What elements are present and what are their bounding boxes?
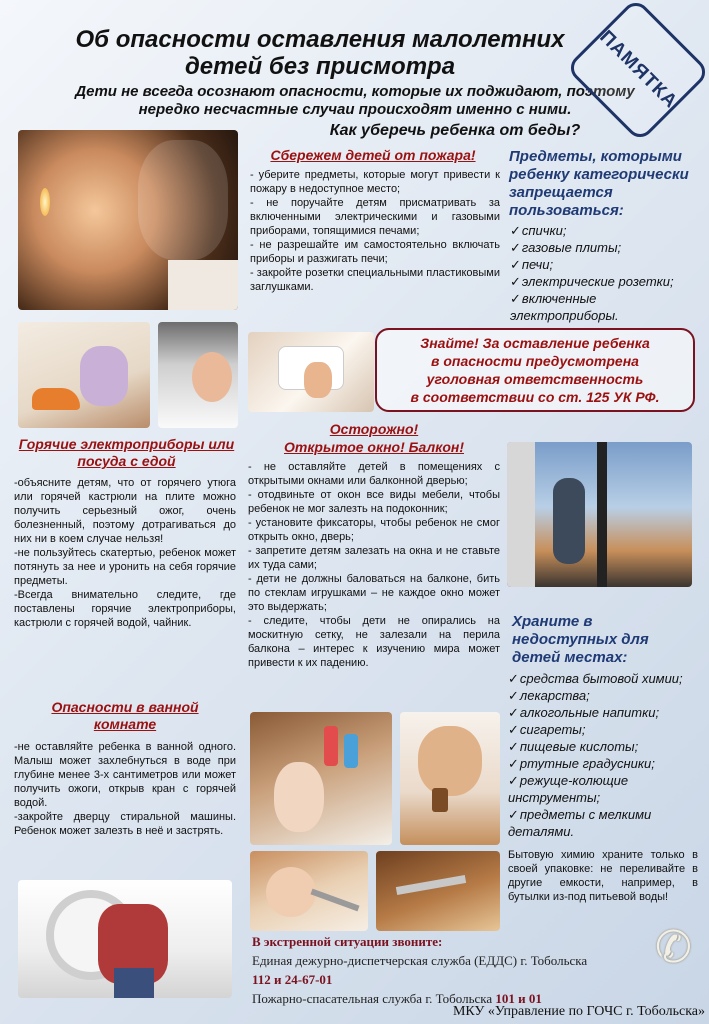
- fire-text: - уберите предметы, которые могут привести к пожару в недоступное место; - не поручайте детям присматривать за включенными электрическими и газовыми приборами, топящимися печами; - не разрешайте им самостоятельно включать приборы и разжигать печи; - закройте розетки специальными пластиковыми заглушками.: [250, 169, 500, 293]
- list-item: ✓ предметы с мелкими деталями.: [508, 806, 704, 840]
- list-item: ✓ спички;: [510, 222, 700, 239]
- emergency-phone-1: 112 и 24-67-01: [252, 972, 333, 987]
- list-item: ✓ печи;: [510, 256, 700, 273]
- photo-baby-knife: [250, 851, 368, 931]
- forbidden-title: Предметы, которыми ребенку категорически запрещается пользоваться:: [509, 148, 689, 219]
- balcony-text: - не оставляйте детей в помещениях с открытыми окнами или балконной дверью; - отодвиньте от окон все виды мебели, чтобы ребенок не мог залезть на подоконник; - установите фиксаторы, чтобы ребенок не смог открыть окно, дверь; - запретите детям залезать на окна и не ставьте их туда сами; - дети не должны баловаться на балконе, бить по стеклам игрушками – не каждое окно может это выдержать; - следите, чтобы дети не опирались на москитную сетку, не залезали на перила балкона – интерес к изучению мира может привести к их падению.: [248, 461, 500, 669]
- list-item: ✓ ртутные градусники;: [508, 755, 704, 772]
- bath-title: Опасности в ванной комнате: [51, 699, 199, 732]
- list-item: ✓ режуще-колющие инструменты;: [508, 772, 704, 806]
- photo-iron-outlet: [18, 322, 150, 428]
- forbidden-list: [510, 222, 700, 324]
- list-item: ✓ пищевые кислоты;: [508, 738, 704, 755]
- emergency-phone-2: 101 и 01: [495, 991, 542, 1006]
- photo-child-pills: [400, 712, 500, 845]
- list-item: ✓ средства бытовой химии;: [508, 670, 704, 687]
- hot-text: -объясните детям, что от горячего утюга или горячей кастрюли на плите можно получить серьезный ожог, очень болезненный, поэтому дотрагиваться до них ни в коем случае нельзя! -не пользуйтесь скатертью, ребенок может потянуть за нее и уронить на себя горячие предметы. -Всегда внимательно следите, где поставлены горячие электроприборы, кастрюли с горячей водой, чайник.: [14, 477, 236, 629]
- warning-box: [375, 328, 695, 412]
- warning-line: Знайте! За оставление ребенка: [420, 335, 650, 351]
- list-item: ✓ лекарства;: [508, 687, 704, 704]
- storage-title: Храните в недоступных для детей местах:: [512, 613, 649, 666]
- balcony-title-1: Осторожно!: [329, 421, 419, 437]
- page-title: Об опасности оставления малолетних детей без присмотра: [75, 26, 565, 80]
- list-item: ✓ алкогольные напитки;: [508, 704, 704, 721]
- photo-child-stove: [158, 322, 238, 428]
- list-item: ✓ электрические розетки;: [510, 273, 700, 290]
- emergency-service-1: Единая дежурно-диспетчерская служба (ЕДДС) г. Тобольска: [252, 953, 588, 968]
- emergency-service-2: Пожарно-спасательная служба г. Тобольска: [252, 991, 493, 1006]
- warning-line: в опасности предусмотрена: [431, 353, 639, 369]
- stamp-label: ПАМЯТКА: [595, 26, 682, 113]
- emergency-heading: В экстренной ситуации звоните:: [252, 934, 443, 949]
- photo-socket-plug: [248, 332, 374, 412]
- candle-flame-icon: [40, 188, 50, 216]
- question-heading: Как уберечь ребенка от беды?: [329, 122, 581, 139]
- photo-knife-board: [376, 851, 500, 931]
- bath-text: -не оставляйте ребенка в ванной одного. Малыш может захлебнуться в воде при глубине менее 3-х сантиметров или может получить ожоги, открыв кран с горячей водой. -закройте дверцу стиральной машины. Ребенок может залезть в неё и застрять.: [14, 741, 236, 837]
- hot-title: Горячие электроприборы или посуда с едой: [18, 436, 235, 469]
- fire-title: Сбережем детей от пожара!: [270, 147, 476, 163]
- list-item: ✓ сигареты;: [508, 721, 704, 738]
- photo-baby-chemicals: [250, 712, 392, 845]
- emergency-block: [252, 932, 652, 1008]
- intro-text: Дети не всегда осознают опасности, которые их поджидают, поэтому нередко несчастные случаи происходят именно с ними.: [75, 83, 635, 118]
- footer-org: МКУ «Управление по ГОЧС г. Тобольска»: [452, 1004, 705, 1019]
- photo-boy-candle: [18, 130, 238, 310]
- phone-icon: ✆: [655, 923, 692, 972]
- storage-note: Бытовую химию храните только в своей упаковке: не переливайте в другие емкости, например, в бутылки из-под питьевой воды!: [508, 849, 698, 903]
- warning-line: уголовная ответственность: [426, 371, 644, 387]
- photo-washing-machine: [18, 880, 232, 998]
- balcony-title-2: Открытое окно! Балкон!: [284, 439, 464, 455]
- list-item: ✓ газовые плиты;: [510, 239, 700, 256]
- list-item: ✓ включенные электроприборы.: [510, 290, 700, 324]
- storage-list: [508, 670, 704, 840]
- photo-child-window: [507, 442, 692, 587]
- warning-line: в соответствии со ст. 125 УК РФ.: [410, 389, 660, 405]
